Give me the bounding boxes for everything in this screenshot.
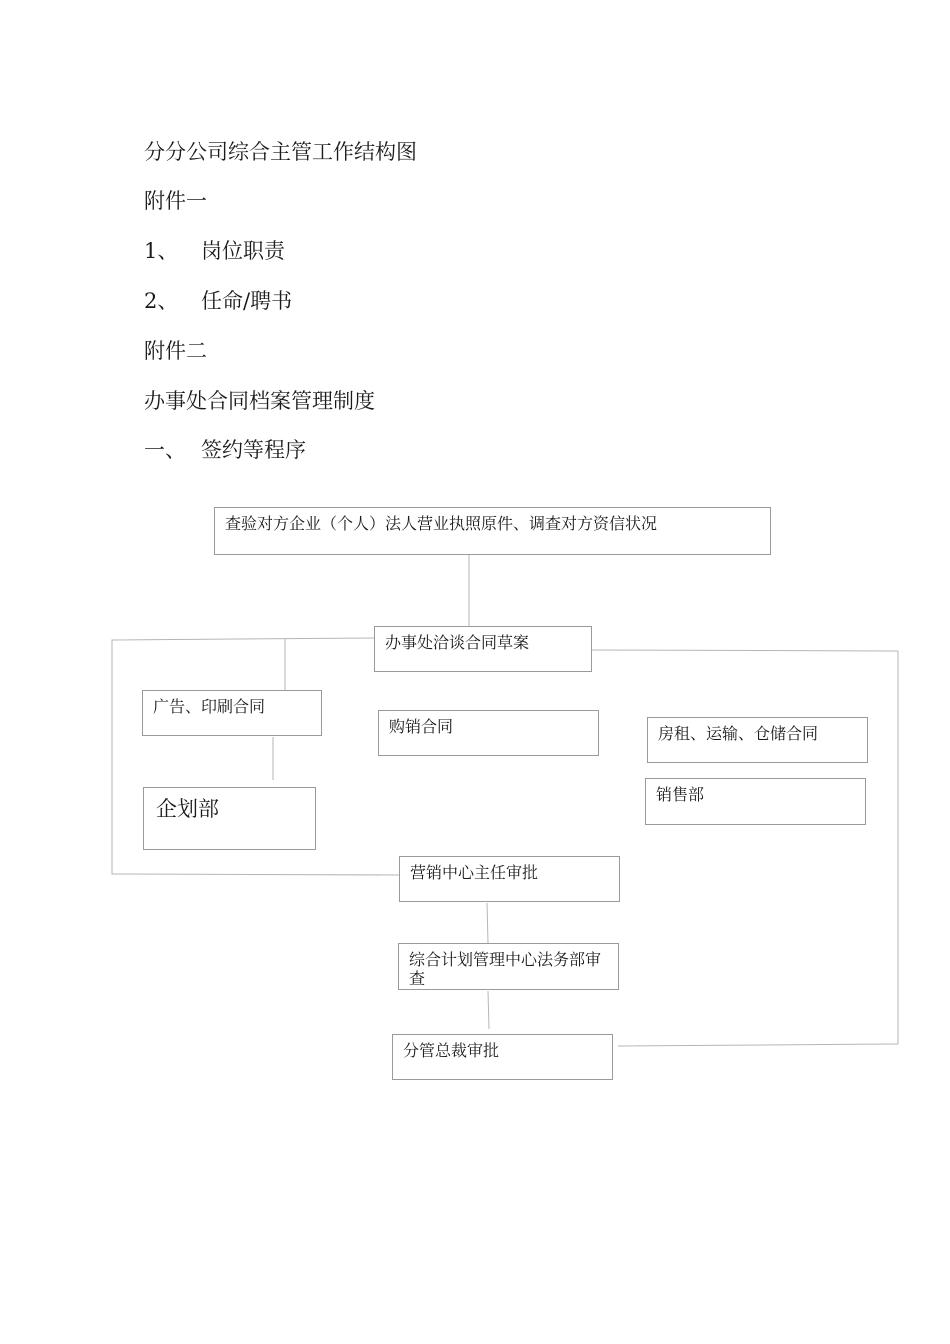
connector-legal-to-gm — [488, 991, 489, 1029]
marketing-approval-box: 营销中心主任审批 — [399, 856, 620, 902]
list-text: 任命/聘书 — [201, 289, 293, 313]
legal-review-box: 综合计划管理中心法务部审查 — [398, 943, 619, 990]
section-heading: 办事处合同档案管理制度 — [144, 389, 375, 413]
sales-contract-box: 购销合同 — [378, 710, 599, 756]
page-title: 分分公司综合主管工作结构图 — [144, 140, 417, 164]
annex-one: 附件一 — [144, 189, 207, 213]
planning-dept-box: 企划部 — [143, 787, 316, 850]
list-text: 签约等程序 — [201, 438, 306, 462]
connector-draft-right-loop — [592, 650, 898, 1046]
list-text: 岗位职责 — [201, 239, 285, 263]
list-number: 1、 — [144, 239, 179, 263]
lease-contract-box: 房租、运输、仓储合同 — [647, 717, 868, 763]
list-number: 一、 — [144, 438, 186, 462]
connector-marketing-to-legal — [487, 903, 488, 943]
verify-box: 查验对方企业（个人）法人营业执照原件、调查对方资信状况 — [214, 507, 771, 555]
draft-box: 办事处洽谈合同草案 — [374, 626, 592, 672]
gm-approval-box: 分管总裁审批 — [392, 1034, 613, 1080]
ad-contract-box: 广告、印刷合同 — [142, 690, 322, 736]
sales-dept-box: 销售部 — [645, 778, 866, 825]
list-number: 2、 — [144, 289, 179, 313]
annex-two: 附件二 — [144, 339, 207, 363]
